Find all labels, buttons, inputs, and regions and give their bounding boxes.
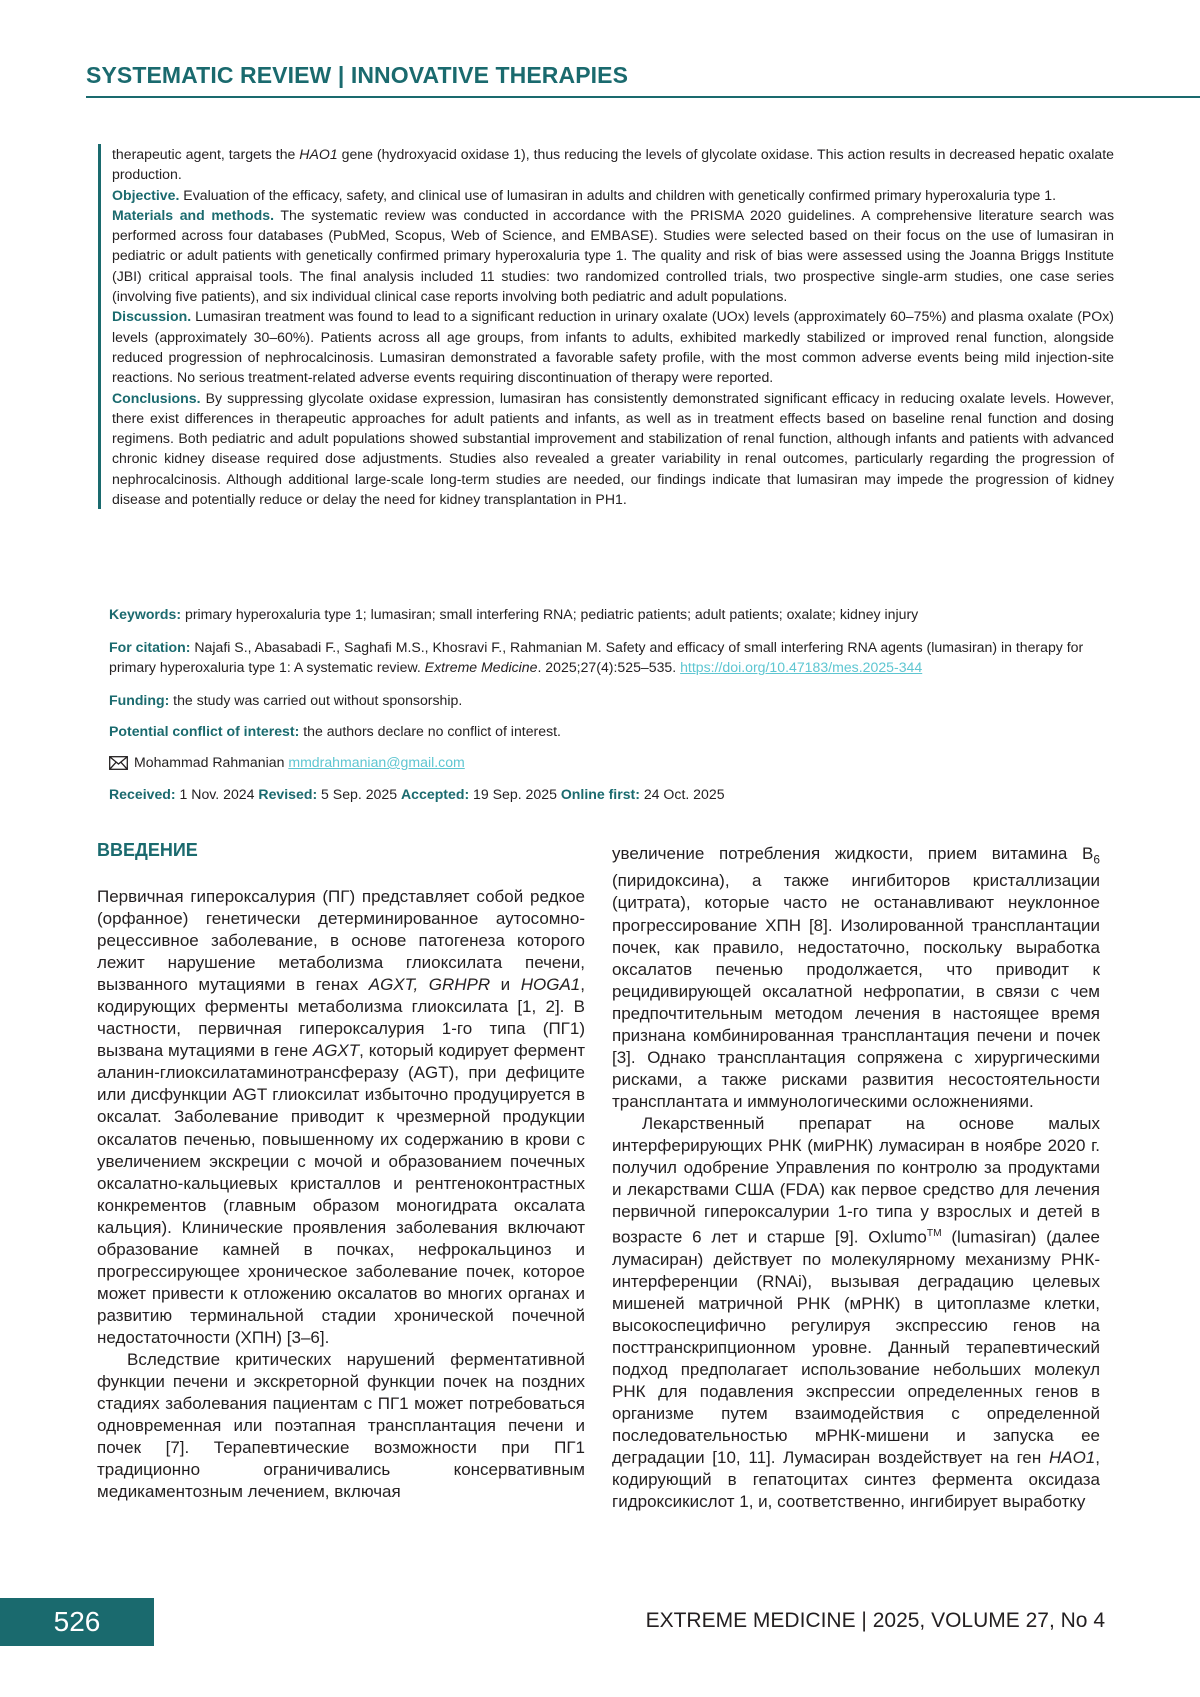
abstract-continuation: therapeutic agent, targets the HAO1 gene (hydroxyacid oxidase 1), thus reducing the levels of glycolate oxidase. This action results in decreased hepatic oxalate production.	[112, 146, 1114, 183]
body-column-right	[612, 843, 1100, 1513]
journal-footer: EXTREME MEDICINE | 2025, VOLUME 27, No 4	[645, 1609, 1105, 1632]
abstract-conclusions: Conclusions. By suppressing glycolate oxidase expression, lumasiran has consistently demonstrated significant efficacy in reducing oxalate levels. However, there exist differences in therapeutic approaches for adult patients and infants, as well as in treatment effects based on baseline renal function and dosing regimens. Both pediatric and adult populations showed substantial improvement and stabilization of renal function, although infants and patients with advanced chronic kidney disease required dose adjustments. Studies also revealed a greater variability in renal outcomes, particularly regarding the progression of nephrocalcinosis. Although additional large-scale long-term studies are needed, our findings indicate that lumasiran may impede the progression of kidney disease and potentially reduce or delay the need for kidney transplantation in PH1.	[112, 389, 1114, 508]
funding: Funding: the study was carried out without sponsorship.	[109, 692, 463, 708]
envelope-icon	[109, 755, 128, 775]
paragraph: Первичная гипероксалурия (ПГ) представляет собой редкое (орфанное) генетически детерминированное аутосомно-рецессивное заболевание, в основе патогенеза которого лежит нарушение метаболизма глиоксилата печени, вызванного мутациями в генах AGXT, GRHPR и HOGA1, кодирующих ферменты метаболизма глиоксилата [1, 2]. В частности, первичная гипероксалурия 1-го типа (ПГ1) вызвана мутациями в гене AGXT, который кодирует фермент аланин-глиоксилатаминотрансферазу (AGT), при дефиците или дисфункции AGT глиоксилат избыточно продуцируется в оксалат. Заболевание приводит к чрезмерной продукции оксалатов печенью, повышенному их содержанию в крови с увеличением экскреции с мочой и образованием почечных оксалатно-кальциевых кристаллов и рентгеноконтрастных конкрементов (главным образом моногидрата оксалата кальция). Клинические проявления заболевания включают образование камней в почках, нефрокальциноз и прогрессирующее хроническое заболевание почек, которое может привести к отложению оксалатов во многих органах и развитию терминальной стадии хронической почечной недостаточности (ХПН) [3–6].	[97, 887, 585, 1347]
paragraph: Вследствие критических нарушений ферментативной функции печени и экскреторной функции почек на поздних стадиях заболевания пациентам с ПГ1 может потребоваться одновременная или поэтапная трансплантация печени и почек [7]. Терапевтические возможности при ПГ1 традиционно ограничивались консервативным медикаментозным лечением, включая	[97, 1349, 585, 1502]
article-dates: Received: 1 Nov. 2024 Revised: 5 Sep. 2025 Accepted: 19 Sep. 2025 Online first: 24 Oct. 2025	[109, 786, 725, 802]
abstract-methods: Materials and methods. The systematic review was conducted in accordance with the PRISMA 2020 guidelines. A comprehensive literature search was performed across four databases (PubMed, Scopus, Web of Science, and EMBASE). Studies were selected based on their focus on the use of lumasiran in pediatric or adult patients with genetically confirmed primary hyperoxaluria type 1. The quality and risk of bias were assessed using the Joanna Briggs Institute (JBI) critical appraisal tools. The final analysis included 11 studies: two randomized controlled trials, two prospective single-arm studies, one case series (involving five patients), and six individual clinical case reports involving both pediatric and adult populations.	[112, 206, 1114, 305]
objective-label: Objective.	[112, 186, 180, 203]
methods-label: Materials and methods.	[112, 206, 275, 223]
header-divider	[86, 96, 1200, 98]
revised-label: Revised:	[258, 786, 318, 802]
conclusions-label: Conclusions.	[112, 389, 201, 406]
author-name: Mohammad Rahmanian	[134, 754, 289, 770]
abstract-objective: Objective. Evaluation of the efficacy, safety, and clinical use of lumasiran in adults and children with genetically confirmed primary hyperoxaluria type 1.	[112, 186, 1056, 203]
journal-name: Extreme Medicine	[424, 659, 538, 676]
abstract-block	[98, 144, 1114, 509]
intro-heading: ВВЕДЕНИЕ	[97, 840, 198, 860]
section-title: SYSTEMATIC REVIEW | INNOVATIVE THERAPIES	[86, 62, 629, 88]
doi-link[interactable]: https://doi.org/10.47183/mes.2025-344	[680, 659, 923, 676]
page-number: 526	[0, 1598, 154, 1646]
discussion-label: Discussion.	[112, 308, 192, 325]
corresponding-author	[109, 752, 1099, 775]
online-first-label: Online first:	[560, 786, 640, 802]
gene-name: HAO1	[299, 146, 338, 162]
paragraph: Лекарственный препарат на основе малых интерферирующих РНК (миРНК) лумасиран в ноябре 2020 г. получил одобрение Управления по контролю за продуктами и лекарствами США (FDA) как первое средство для лечения первичной гипероксалурии 1-го типа у взрослых и детей в возрасте 6 лет и старше [9]. Oxlumo™ (lumasiran) (далее лумасиран) действует по молекулярному механизму РНК-интерференции (RNAi), вызывая деградацию целевых мишеней матричной РНК (мРНК) в цитоплазме клетки, высокоспецифично регулируя экспрессию генов на посттранскрипционном уровне. Данный терапевтический подход предполагает использование небольших молекул РНК для подавления экспрессии определенных генов в организме путем взаимодействия с определенной последовательностью мРНК-мишени и запуска ее деградации [10, 11]. Лумасиран воздействует на ген HAO1, кодирующий в гепатоцитах синтез фермента оксидаза гидроксикислот 1, и, соответственно, ингибирует выработку	[612, 1113, 1100, 1512]
paragraph: увеличение потребления жидкости, прием витамина $B_6$ (пиридоксина), а также ингибиторов кристаллизации (цитрата), которые часто не останавливают неуклонное прогрессирование ХПН [8]. Изолированной трансплантации почек, как правило, недостаточно, поскольку выработка оксалатов печенью продолжается, что приводит к рецидивирующей оксалатной нефропатии, в связи с чем предпочтительным методом лечения в настоящее время признана комбинированная трансплантация печени и почек [3]. Однако трансплантация сопряжена с хирургическими рисками, а также рисками развития несостоятельности трансплантата и иммунологическими осложнениями.	[612, 844, 1100, 1111]
citation: For citation: Najafi S., Abasabadi F., Saghafi M.S., Khosravi F., Rahmanian M. Safety and efficacy of small interfering RNA agents (lumasiran) in therapy for primary hyperoxaluria type 1: A systematic review. Extreme Medicine. 2025;27(4):525–535. https://doi.org/10.47183/mes.2025-344	[109, 639, 1084, 676]
funding-label: Funding:	[109, 692, 170, 708]
citation-label: For citation:	[109, 639, 191, 655]
keywords-label: Keywords:	[109, 606, 182, 622]
body-column-left	[97, 886, 585, 1503]
abstract-discussion: Discussion. Lumasiran treatment was found to lead to a significant reduction in urinary oxalate (UOx) levels (approximately 60–75%) and plasma oxalate (POx) levels (approximately 30–60%). Patients across all age groups, from infants to adults, exhibited markedly stabilized or improved renal function, alongside reduced progression of nephrocalcinosis. Lumasiran demonstrated a favorable safety profile, with the most common adverse events being mild injection-site reactions. No serious treatment-related adverse events requiring discontinuation of therapy were reported.	[112, 308, 1114, 386]
accepted-label: Accepted:	[401, 786, 470, 802]
conflict-label: Potential conflict of interest:	[109, 723, 300, 739]
email-link[interactable]: mmdrahmanian@gmail.com	[288, 754, 465, 770]
conflict-of-interest: Potential conflict of interest: the authors declare no conflict of interest.	[109, 723, 561, 739]
received-label: Received:	[109, 786, 176, 802]
keywords: Keywords: primary hyperoxaluria type 1; lumasiran; small interfering RNA; pediatric patients; adult patients; oxalate; kidney injury	[109, 606, 919, 622]
